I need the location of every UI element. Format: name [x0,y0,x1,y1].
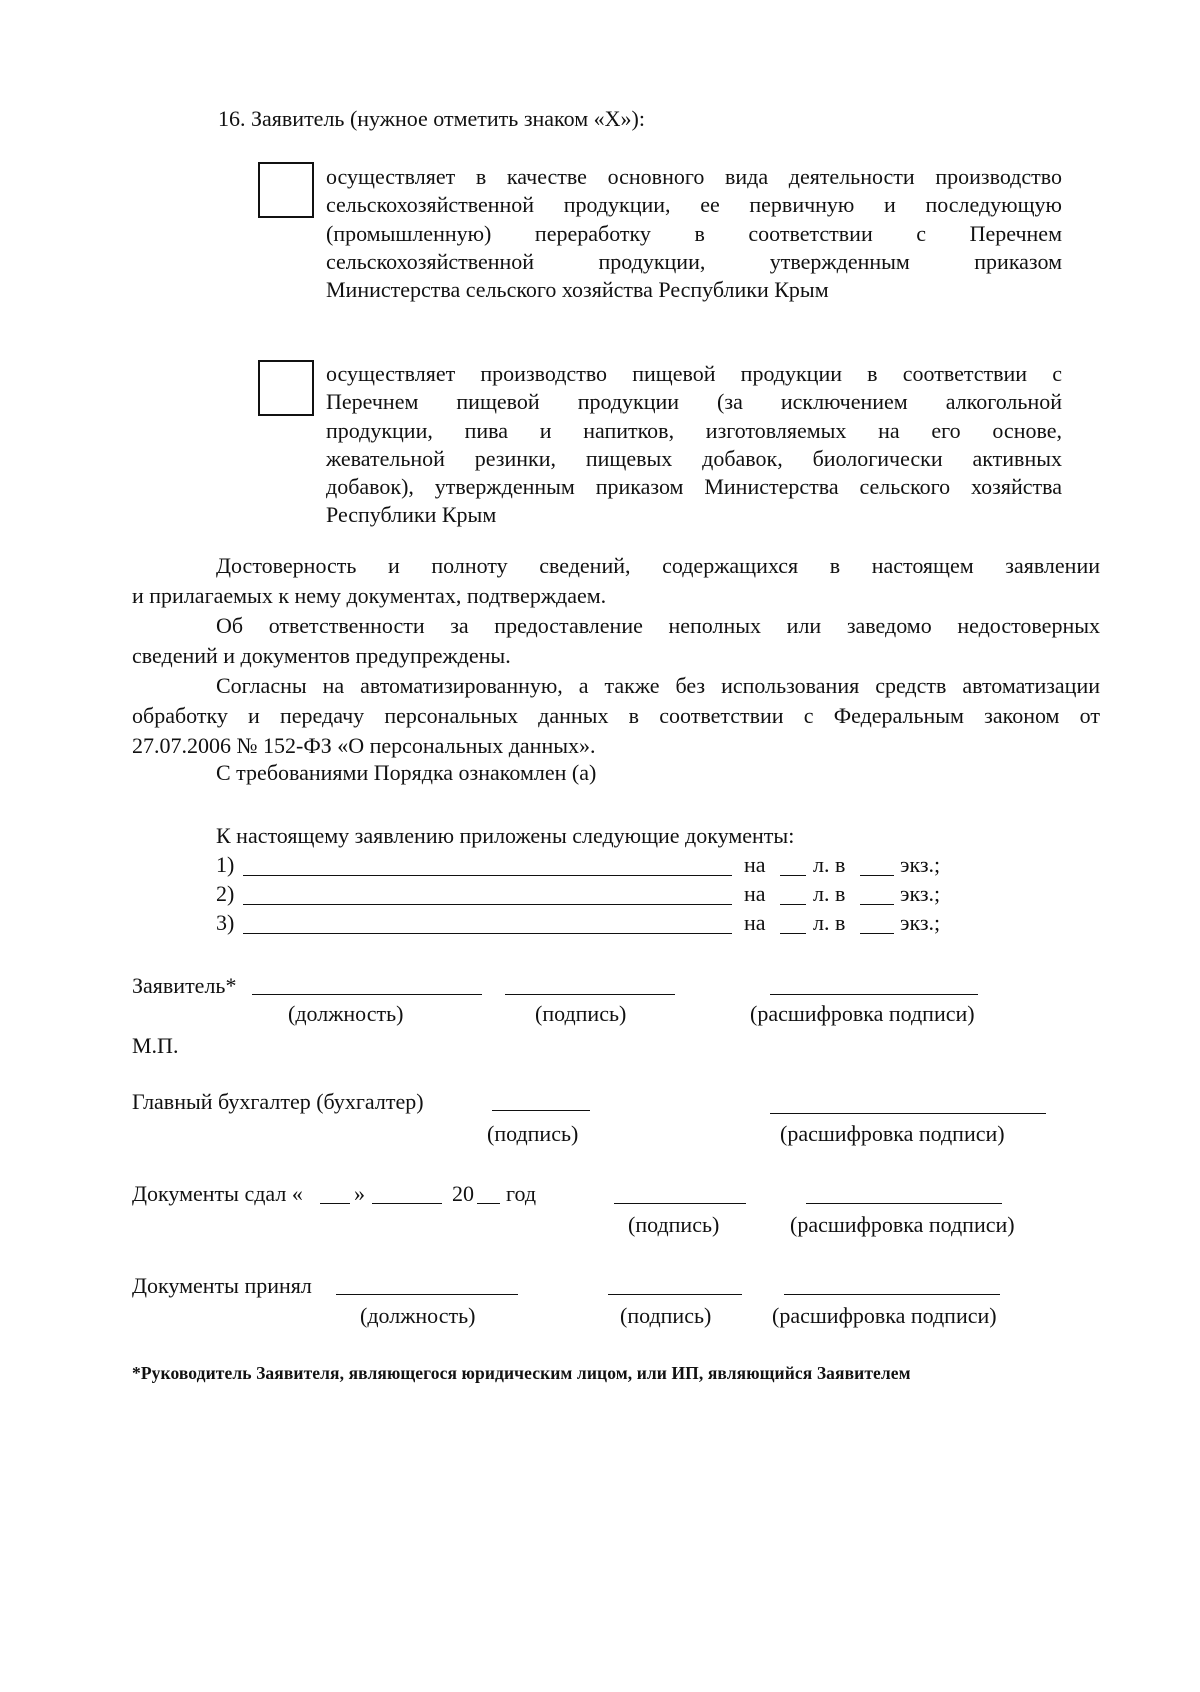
applicant-signature-caption: (подпись) [535,1001,627,1026]
submitted-month-field[interactable] [372,1203,442,1204]
attachment-2-sheets-field[interactable] [780,904,806,905]
declaration-responsibility: Об ответственности за предоставление неполных или заведомо недостоверных сведений и документов предупреждены. [132,613,1100,668]
option-1-checkbox[interactable] [258,162,314,218]
submitted-signature-caption: (подпись) [628,1212,720,1237]
applicant-decoding-caption: (расшифровка подписи) [750,1001,975,1026]
applicant-position-caption: (должность) [288,1001,404,1026]
attachments-heading: К настоящему заявлению приложены следующие документы: [216,823,795,848]
accountant-signature-caption: (подпись) [487,1121,579,1146]
attachment-2-name-field[interactable] [243,904,732,905]
attachment-3-name-field[interactable] [243,933,732,934]
received-signature-caption: (подпись) [620,1303,712,1328]
applicant-position-field[interactable] [252,994,482,995]
declaration-procedure: С требованиями Порядка ознакомлен (а) [216,760,597,785]
received-position-caption: (должность) [360,1303,476,1328]
applicant-signature-field[interactable] [505,994,675,995]
option-1-text: осуществляет в качестве основного вида деятельности производство сельскохозяйственной продукции, ее первичную и последующую (промышленную) переработку в соответствии с Перечнем сельскохозяйственной продукции, утвержденным приказом Министерства сельского хозяйства Республики Крым [326,164,1062,303]
footnote: *Руководитель Заявителя, являющегося юридическим лицом, или ИП, являющийся Заявителем [132,1363,911,1383]
submitted-label: Документы сдал « [132,1181,303,1206]
attachment-1-name-field[interactable] [243,875,732,876]
submitted-decoding-caption: (расшифровка подписи) [790,1212,1015,1237]
received-signature-field[interactable] [608,1294,742,1295]
option-2-text: осуществляет производство пищевой продукции в соответствии с Перечнем пищевой продукции (за исключением алкогольной продукции, пива и напитков, изготовляемых на его основе, жевательной резинки, пищевых добавок, биологически активных добавок), утвержденным приказом Министерства сельского хозяйства Республики Крым [326,361,1062,528]
attachment-3-sheets-field[interactable] [780,933,806,934]
declaration-accuracy: Достоверность и полноту сведений, содержащихся в настоящем заявлении и прилагаемых к нему документах, подтверждаем. [132,553,1100,608]
accountant-decoding-caption: (расшифровка подписи) [780,1121,1005,1146]
applicant-label: Заявитель* [132,973,237,998]
accountant-signature-field[interactable] [492,1110,590,1111]
accountant-decoding-field[interactable] [770,1113,1046,1114]
attachment-1-copies-field[interactable] [860,875,894,876]
section-16-heading: 16. Заявитель (нужное отметить знаком «Х»): [218,106,645,131]
received-decoding-caption: (расшифровка подписи) [772,1303,997,1328]
declaration-personal-data: Согласны на автоматизированную, а также без использования средств автоматизации обработку и передачу персональных данных в соответствии с Федеральным законом от 27.07.2006 № 152-ФЗ «О персональных данных». [132,673,1100,758]
stamp-label: М.П. [132,1033,179,1058]
received-position-field[interactable] [336,1294,518,1295]
submitted-year-field[interactable] [477,1203,500,1204]
accountant-label: Главный бухгалтер (бухгалтер) [132,1089,424,1114]
attachment-1-sheets-field[interactable] [780,875,806,876]
received-decoding-field[interactable] [784,1294,1000,1295]
received-label: Документы принял [132,1273,312,1298]
attachment-3-copies-field[interactable] [860,933,894,934]
submitted-decoding-field[interactable] [806,1203,1002,1204]
option-2-checkbox[interactable] [258,360,314,416]
attachment-2-copies-field[interactable] [860,904,894,905]
document-page: 16. Заявитель (нужное отметить знаком «Х»): осуществляет в качестве основного вида деятельности производство сельскохозяйственной продукции, ее первичную и последующую (промышленную) переработку в соответствии с Перечнем сельскохозяйственной продукции, утвержденным приказом Министерства сельского хозяйства Республики Крым осуществляет производство пищевой продукции в соответствии с Перечнем пищевой продукции (за исключением алкогольной продукции, пива и напитков, изготовляемых на его основе, жевательной резинки, пищевых добавок, биологически активных добавок), утвержденным приказом Министерства сельского хозяйства Республики Крым Достоверность и полноту сведений, содержащихся в настоящем заявлении и прилагаемых к нему документах, подтверждаем. Об ответственности за предоставление неполных или заведомо недостоверных сведений и документов предупреждены. Согласны на автоматизированную, а также без использования средств автоматизации обработку и передачу персональных данных в соответствии с Федеральным законом от 27.07.2006 № 152-ФЗ «О персональных данных». С требованиями Порядка ознакомлен (а) К настоящему заявлению приложены следующие документы: 1) на л. в экз.; 2) на л. в экз.; 3) на л. в экз.; Заявитель* (должность) (подпись) (расшифровка подписи) М.П. Главный бухгалтер (бухгалтер) (подпись) (расшифровка подписи) Документы сдал « » 20 год (подпись) (расшифровка подписи) Документы принял (должность) (подпись) (расшифровка подписи) *Руководитель Заявителя, являющегося юридическим лицом, или ИП, являющийся Заявителем [0,0,1200,1692]
submitted-signature-field[interactable] [614,1203,746,1204]
submitted-day-field[interactable] [320,1203,350,1204]
applicant-decoding-field[interactable] [770,994,978,995]
